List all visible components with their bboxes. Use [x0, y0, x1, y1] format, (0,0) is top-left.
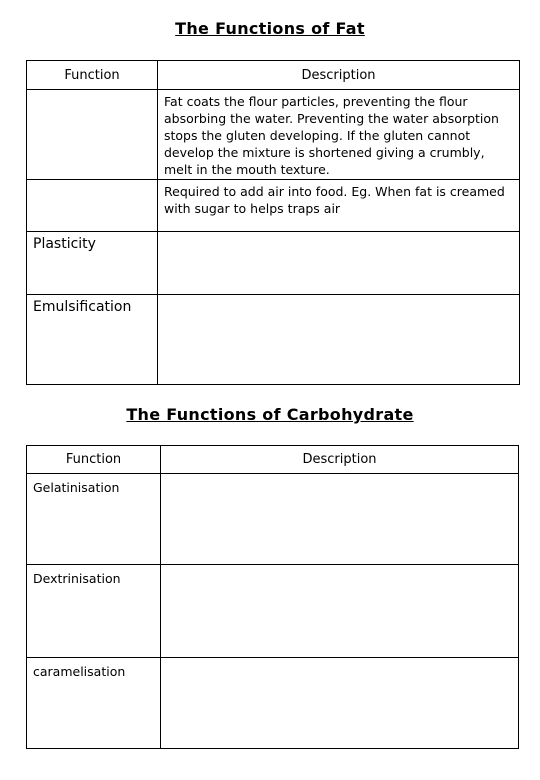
carbohydrate-section-title: The Functions of Carbohydrate: [126, 405, 414, 424]
fat-section-title: The Functions of Fat: [175, 19, 365, 38]
function-cell[interactable]: [27, 658, 161, 749]
function-column-header: Function: [27, 61, 158, 90]
description-cell[interactable]: [158, 295, 520, 385]
table-row: [27, 232, 520, 295]
description-text: [161, 565, 518, 568]
function-text: caramelisation: [33, 664, 126, 679]
description-cell[interactable]: [158, 90, 520, 180]
table-header-row: [27, 61, 520, 90]
description-text: [161, 658, 518, 661]
fat-functions-table: [26, 60, 520, 385]
description-text: Required to add air into food. Eg. When fat is creamed with sugar to helps traps air: [164, 184, 505, 216]
function-cell[interactable]: [27, 565, 161, 658]
table-row: [27, 474, 519, 565]
function-cell[interactable]: [27, 295, 158, 385]
function-text: [27, 90, 157, 93]
function-cell[interactable]: [27, 474, 161, 565]
table-row: [27, 565, 519, 658]
function-cell[interactable]: [27, 180, 158, 232]
table-row: [27, 90, 520, 180]
description-text: [158, 232, 519, 235]
table-header-row: [27, 446, 519, 474]
function-text: Dextrinisation: [33, 571, 121, 586]
description-text: Fat coats the flour particles, preventing the flour absorbing the water. Preventing the water absorption stops the gluten developing. If the gluten cannot develop the mixture is shortened giving a crumbly, melt in the mouth texture.: [164, 94, 499, 177]
description-cell[interactable]: [161, 474, 519, 565]
function-text: [27, 180, 157, 183]
description-text: [158, 295, 519, 298]
function-text: Gelatinisation: [33, 480, 120, 495]
function-cell[interactable]: [27, 232, 158, 295]
carbohydrate-functions-table: [26, 445, 519, 749]
function-cell[interactable]: [27, 90, 158, 180]
description-text: [161, 474, 518, 477]
description-cell[interactable]: [161, 565, 519, 658]
description-cell[interactable]: [158, 232, 520, 295]
description-cell[interactable]: [161, 658, 519, 749]
function-text: Emulsification: [33, 299, 132, 315]
description-column-header: Description: [161, 446, 519, 474]
function-column-header: Function: [27, 446, 161, 474]
description-column-header: Description: [158, 61, 520, 90]
table-row: [27, 180, 520, 232]
description-cell[interactable]: [158, 180, 520, 232]
function-text: Plasticity: [33, 236, 96, 252]
table-row: [27, 295, 520, 385]
table-row: [27, 658, 519, 749]
